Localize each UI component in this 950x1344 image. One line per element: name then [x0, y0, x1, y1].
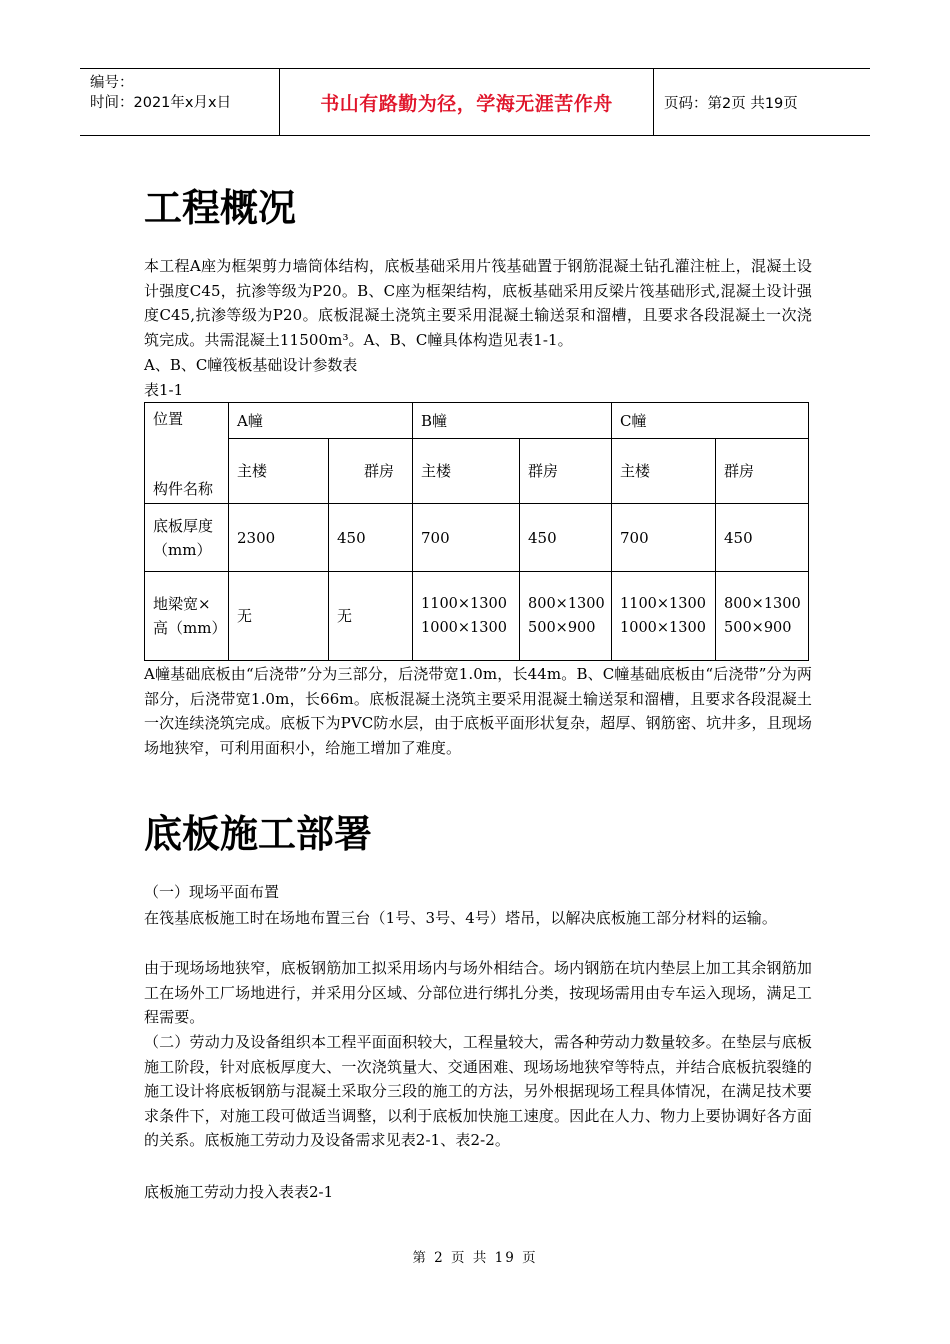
deployment-paragraph: 在筏基底板施工时在场地布置三台（1号、3号、4号）塔吊，以解决底板施工部分材料的运输。	[144, 909, 777, 927]
overview-paragraph-2: A幢基础底板由“后浇带”分为三部分，后浇带宽1.0m，长44m。B、C幢基础底板由“后浇带”分为两部分，后浇带宽1.0m，长66m。底板混凝土浇筑主要采用混凝土输送泵和溜槽，且要求各段混凝土一次连续浇筑完成。底板下为PVC防水层，由于底板平面形状复杂，超厚、钢筋密、坑井多，且现场场地狭窄，可利用面积小，给施工增加了难度。	[144, 665, 812, 757]
table-cell: 无	[329, 572, 413, 661]
table-subheader-row	[145, 439, 809, 504]
header-meta	[80, 69, 280, 135]
table-cell: 2300	[229, 504, 329, 572]
group-header: C幢	[612, 403, 809, 439]
table-cell: 450	[520, 504, 612, 572]
table-cell: 1100×1300 1000×1300	[413, 572, 520, 661]
section-title-deployment: 底板施工部署	[144, 812, 373, 856]
table-cell: 1100×1300 1000×1300	[612, 572, 716, 661]
header-number-label: 编号：	[90, 75, 134, 91]
labor-table-caption: 底板施工劳动力投入表表2-1	[144, 1183, 334, 1201]
table-row	[145, 572, 809, 661]
corner-position-label: 位置	[153, 410, 184, 428]
subheader-cell: 群房	[520, 439, 612, 504]
deployment-paragraph: 由于现场场地狭窄，底板钢筋加工拟采用场内与场外相结合。场内钢筋在坑内垫层上加工其余钢筋加工在场外工厂场地进行，并采用分区域、分部位进行绑扎分类，按现场需用由专车运入现场，满足工程需要。	[144, 959, 812, 1026]
subheader-cell: 群房	[716, 439, 809, 504]
table-cell: 800×1300 500×900	[716, 572, 809, 661]
corner-component-label: 构件名称	[153, 480, 214, 498]
deployment-paragraph: （二）劳动力及设备组织本工程平面面积较大，工程量较大，需各种劳动力数量较多。在垫层与底板施工阶段，针对底板厚度大、一次浇筑量大、交通困难、现场场地狭窄等特点，并结合底板抗裂缝的施工设计将底板钢筋与混凝土采取分三段的施工的方法，另外根据现场工程具体情况，在满足技术要求条件下，对施工段可做适当调整，以利于底板加快施工速度。因此在人力、物力上要协调好各方面的关系。底板施工劳动力及设备需求见表2-1、表2-2。	[144, 1033, 812, 1149]
row-label: 底板厚度（mm）	[145, 504, 229, 572]
subheading-site-layout: （一）现场平面布置	[144, 883, 280, 901]
overview-paragraph: 本工程A座为框架剪力墙筒体结构，底板基础采用片筏基础置于钢筋混凝土钻孔灌注桩上，混凝土设计强度C45，抗渗等级为P20。B、C座为框架结构，底板基础采用反梁片筏基础形式,混凝土设计强度C45,抗渗等级为P20。底板混凝土浇筑主要采用混凝土输送泵和溜槽，且要求各段混凝土一次浇筑完成。共需混凝土11500m³。A、B、C幢具体构造见表1-1。	[144, 257, 812, 349]
table-row	[145, 504, 809, 572]
header-motto: 书山有路勤为径，学海无涯苦作舟	[280, 69, 654, 135]
page-footer: 第 2 页 共 19 页	[412, 1250, 538, 1266]
section-title-overview: 工程概况	[144, 186, 297, 230]
subheader-cell: 主楼	[413, 439, 520, 504]
subheader-cell: 群房	[329, 439, 413, 504]
table-number: 表1-1	[144, 381, 184, 399]
subheader-cell: 主楼	[229, 439, 329, 504]
table-header-row	[145, 403, 809, 439]
foundation-parameter-table	[144, 402, 809, 661]
table-corner-cell	[145, 403, 229, 504]
header-page-info: 页码：第2页 共19页	[664, 95, 798, 112]
group-header: B幢	[413, 403, 612, 439]
subheader-cell: 主楼	[612, 439, 716, 504]
table-cell: 700	[612, 504, 716, 572]
header-time-label: 时间：2021年x月x日	[90, 95, 232, 111]
table-cell: 800×1300 500×900	[520, 572, 612, 661]
row-label: 地梁宽×高（mm）	[145, 572, 229, 661]
table-cell: 450	[716, 504, 809, 572]
table-cell: 450	[329, 504, 413, 572]
table-title: A、B、C幢筏板基础设计参数表	[144, 356, 358, 374]
group-header: A幢	[229, 403, 413, 439]
page-header	[80, 68, 870, 136]
table-cell: 700	[413, 504, 520, 572]
table-cell: 无	[229, 572, 329, 661]
